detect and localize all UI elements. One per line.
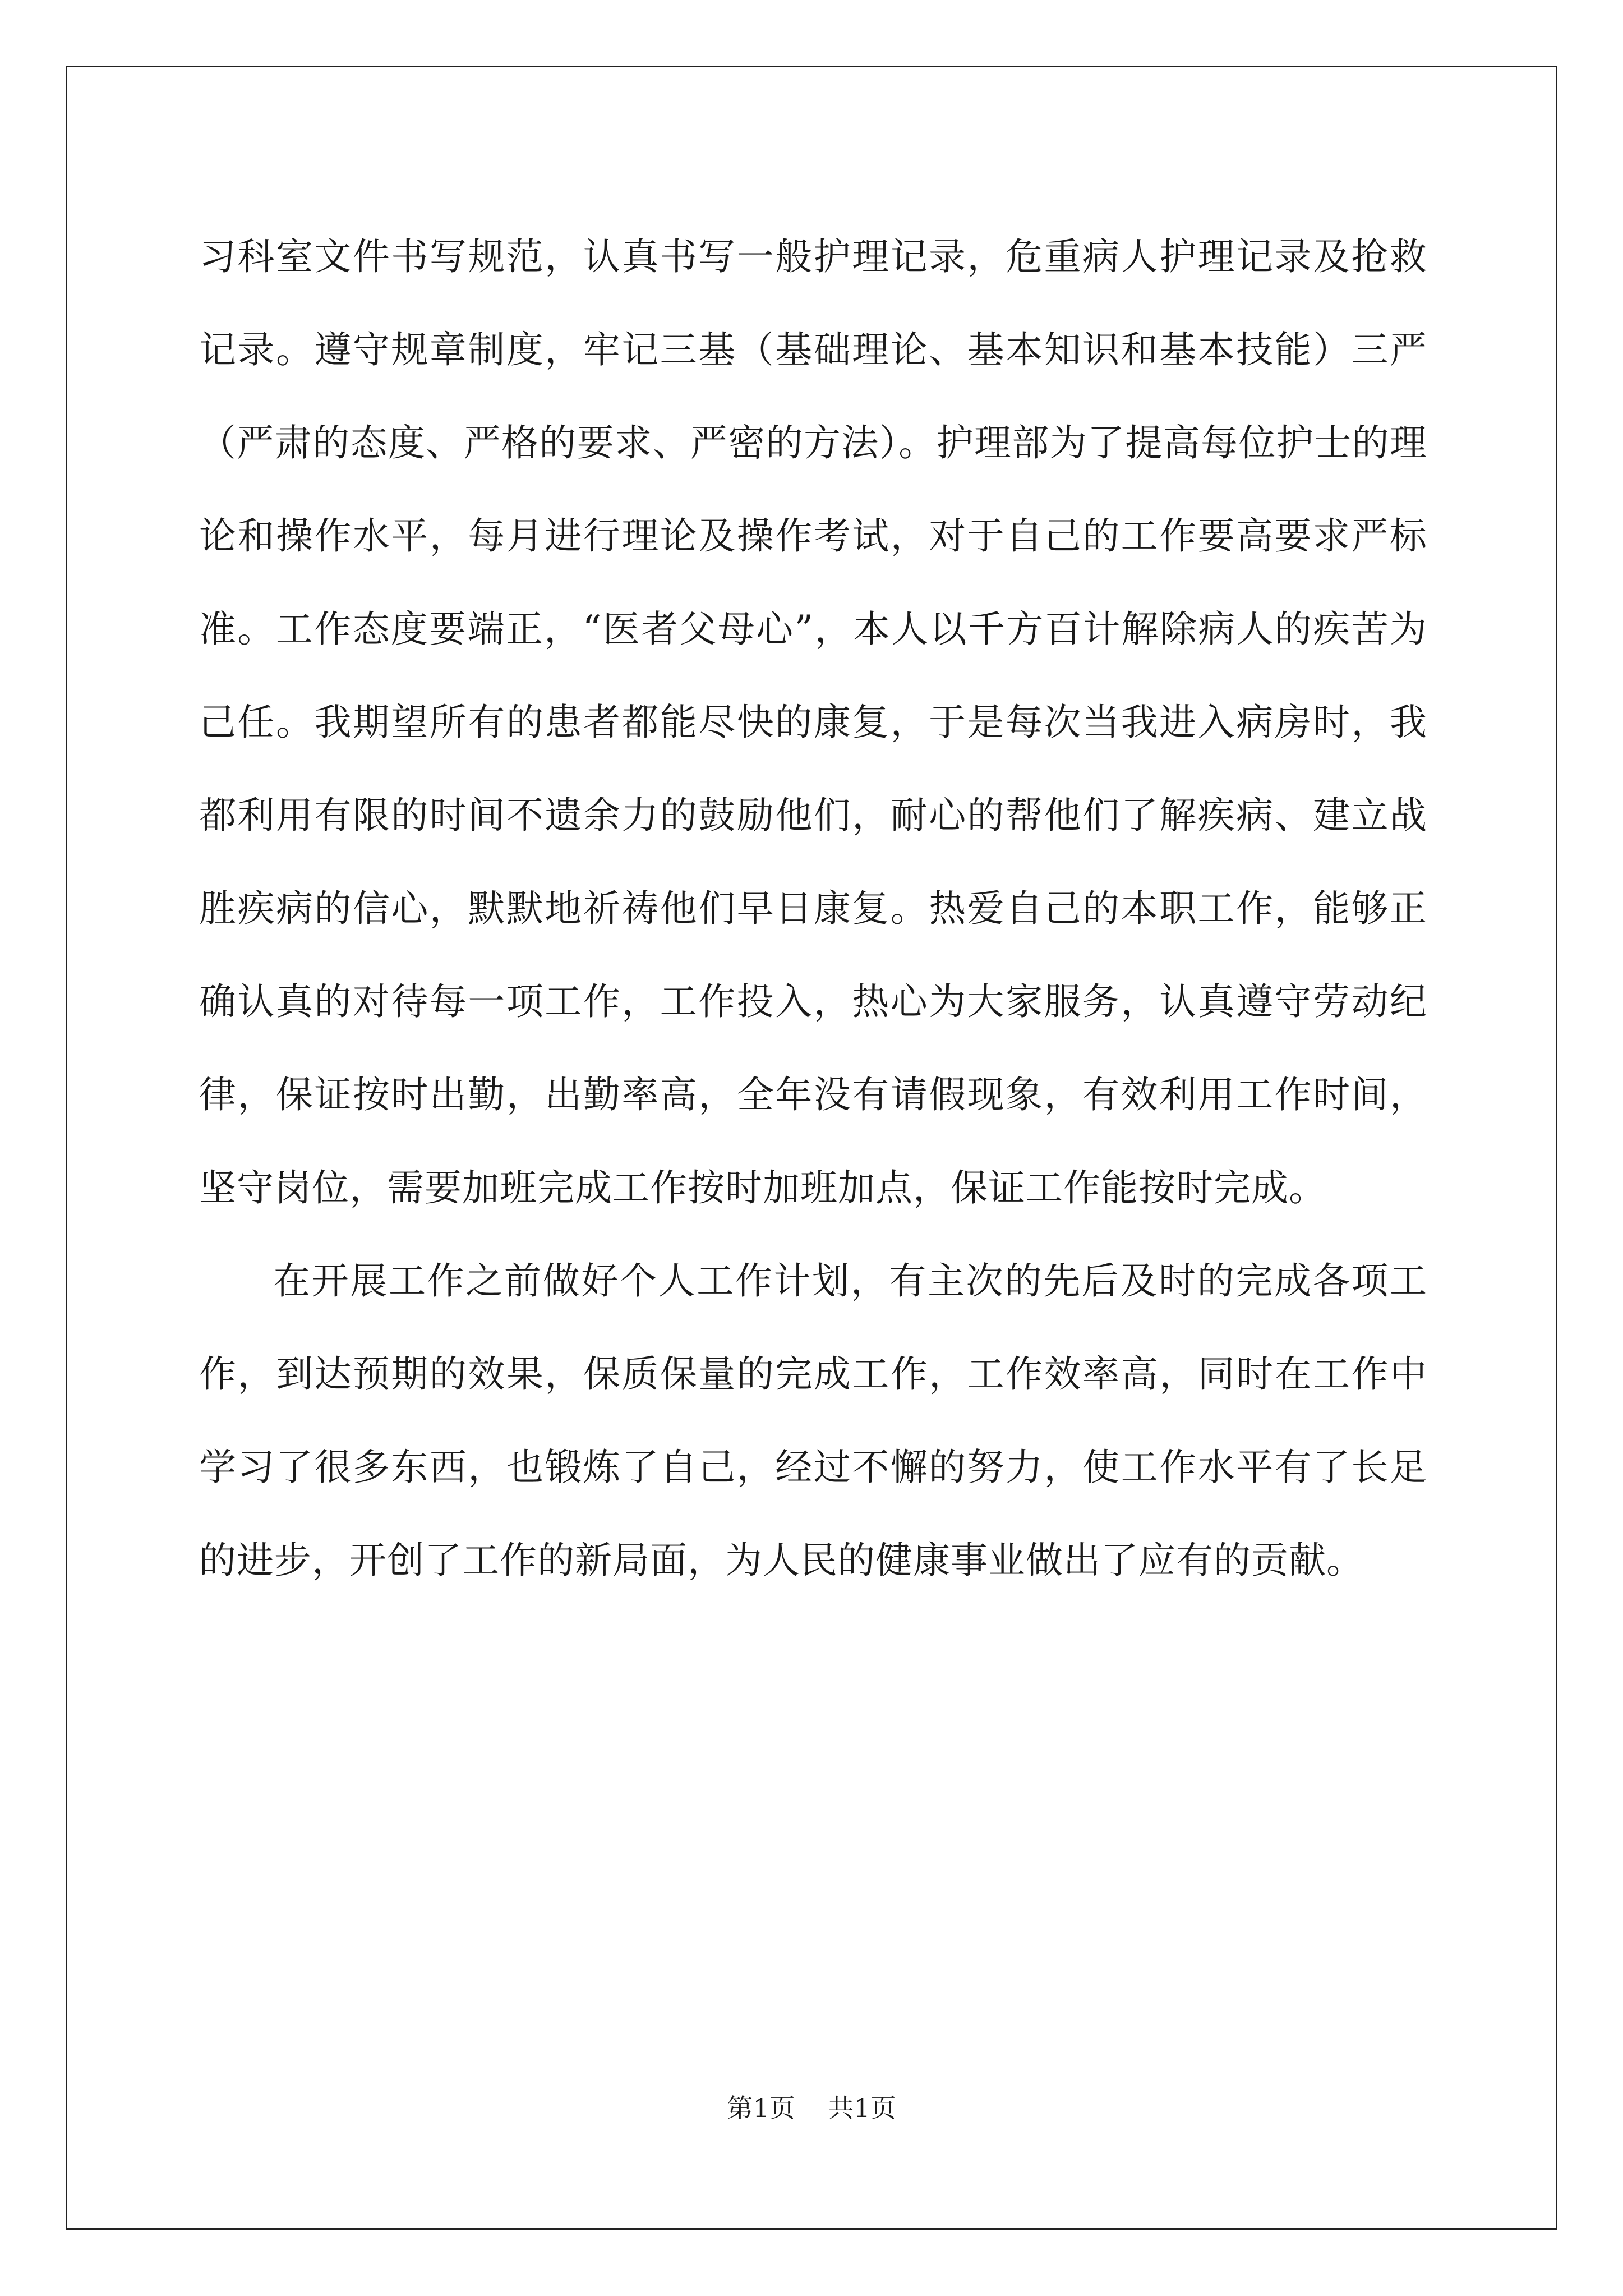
paragraph-2: 在开展工作之前做好个人工作计划，有主次的先后及时的完成各项工作，到达预期的效果，保质保量的完成工作，工作效率高，同时在工作中学习了很多东西，也锻炼了自己，经过不懈的努力，使工作水平有了长足的进步，开创了工作的新局面，为人民的健康事业做出了应有的贡献。 xyxy=(199,1259,1427,1582)
paragraph-1: 习科室文件书写规范，认真书写一般护理记录，危重病人护理记录及抢救记录。遵守规章制度，牢记三基（基础理论、基本知识和基本技能）三严（严肃的态度、严格的要求、严密的方法）。护理部为了提高每位护士的理论和操作水平，每月进行理论及操作考试，对于自己的工作要高要求严标准。工作态度要端正，“医者父母心”，本人以千方百计解除病人的疾苦为己任。我期望所有的患者都能尽快的康复，于是每次当我进入病房时，我都利用有限的时间不遗余力的鼓励他们，耐心的帮他们了解疾病、建立战胜疾病的信心，默默地祈祷他们早日康复。热爱自己的本职工作，能够正确认真的对待每一项工作，工作投入，热心为大家服务，认真遵守劳动纪律，保证按时出勤，出勤率高，全年没有请假现象，有效利用工作时间，坚守岗位，需要加班完成工作按时加班加点，保证工作能按时完成。 xyxy=(199,235,1427,1209)
page-number-total: 共1页 xyxy=(828,2093,896,2123)
document-body xyxy=(199,210,1427,1607)
page-footer xyxy=(0,2091,1623,2125)
page-number-current: 第1页 xyxy=(727,2093,795,2123)
